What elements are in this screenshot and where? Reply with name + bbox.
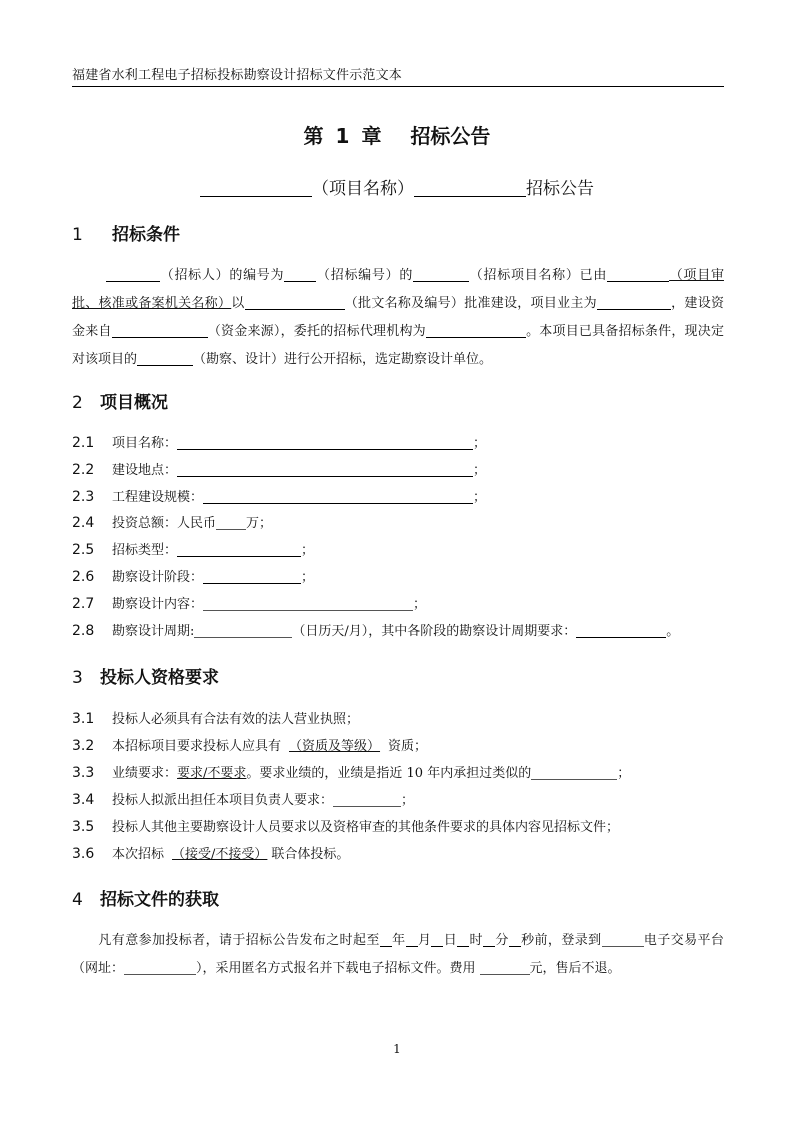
section-heading-2: 2 项目概况 — [72, 393, 168, 413]
section-heading-3: 3 投标人资格要求 — [72, 668, 219, 688]
overview-item: 2.4 投资总额：人民币 万； — [72, 515, 273, 531]
overview-item: 2.3 工程建设规模： ； — [72, 489, 487, 505]
condition-paragraph: （招标人）的编号为 （招标编号）的 （招标项目名称）已由 （项目审批、核准或备案机关名称）以 （批文名称及编号）批准建设，项目业主为 ，建设资金来自 （资金来源），委托的招标代理机构为 。本项目已具备招标条件，现决定对该项目的 （勘察、设计）进行公开招标，选定勘察设计单位。 — [72, 268, 724, 367]
page-number: 1 — [393, 1042, 401, 1056]
qualification-item: 3.1 投标人必须具有合法有效的法人营业执照； — [72, 711, 360, 727]
overview-item: 2.7 勘察设计内容： ； — [72, 596, 427, 612]
overview-item: 2.2 建设地点： ； — [72, 462, 487, 478]
overview-item: 2.5 招标类型： ； — [72, 542, 315, 558]
overview-item: 2.8 勘察设计周期: （日历天/月），其中各阶段的勘察设计周期要求： 。 — [72, 623, 680, 639]
section-heading-1: 1 招标条件 — [72, 225, 180, 245]
notice-subtitle: （项目名称） 招标公告 — [0, 174, 794, 199]
running-header: 福建省水利工程电子招标投标勘察设计招标文件示范文本 — [72, 64, 724, 87]
overview-item: 2.6 勘察设计阶段： ； — [72, 569, 315, 585]
qualification-item: 3.3 业绩要求：要求/不要求。要求业绩的，业绩是指近 10 年内承担过类似的 ； — [72, 765, 631, 781]
qualification-item: 3.6 本次招标 （接受/不接受） 联合体投标。 — [72, 846, 350, 862]
qualification-item: 3.4 投标人拟派出担任本项目负责人要求： ； — [72, 792, 415, 808]
overview-item: 2.1 项目名称： ； — [72, 435, 487, 451]
acquisition-paragraph: 凡有意参加投标者，请于招标公告发布之时起至 年 月 日 时 分 秒前，登录到 电子交易平台（网址： ），采用匿名方式报名并下载电子招标文件。费用 元，售后不退。 — [72, 933, 724, 976]
qualification-item: 3.2 本招标项目要求投标人应具有 （资质及等级） 资质； — [72, 738, 428, 754]
chapter-title: 第 1 章 招标公告 — [303, 124, 491, 148]
section-heading-4: 4 招标文件的获取 — [72, 890, 219, 910]
qualification-item: 3.5 投标人其他主要勘察设计人员要求以及资格审查的其他条件要求的具体内容见招标文件； — [72, 819, 620, 835]
